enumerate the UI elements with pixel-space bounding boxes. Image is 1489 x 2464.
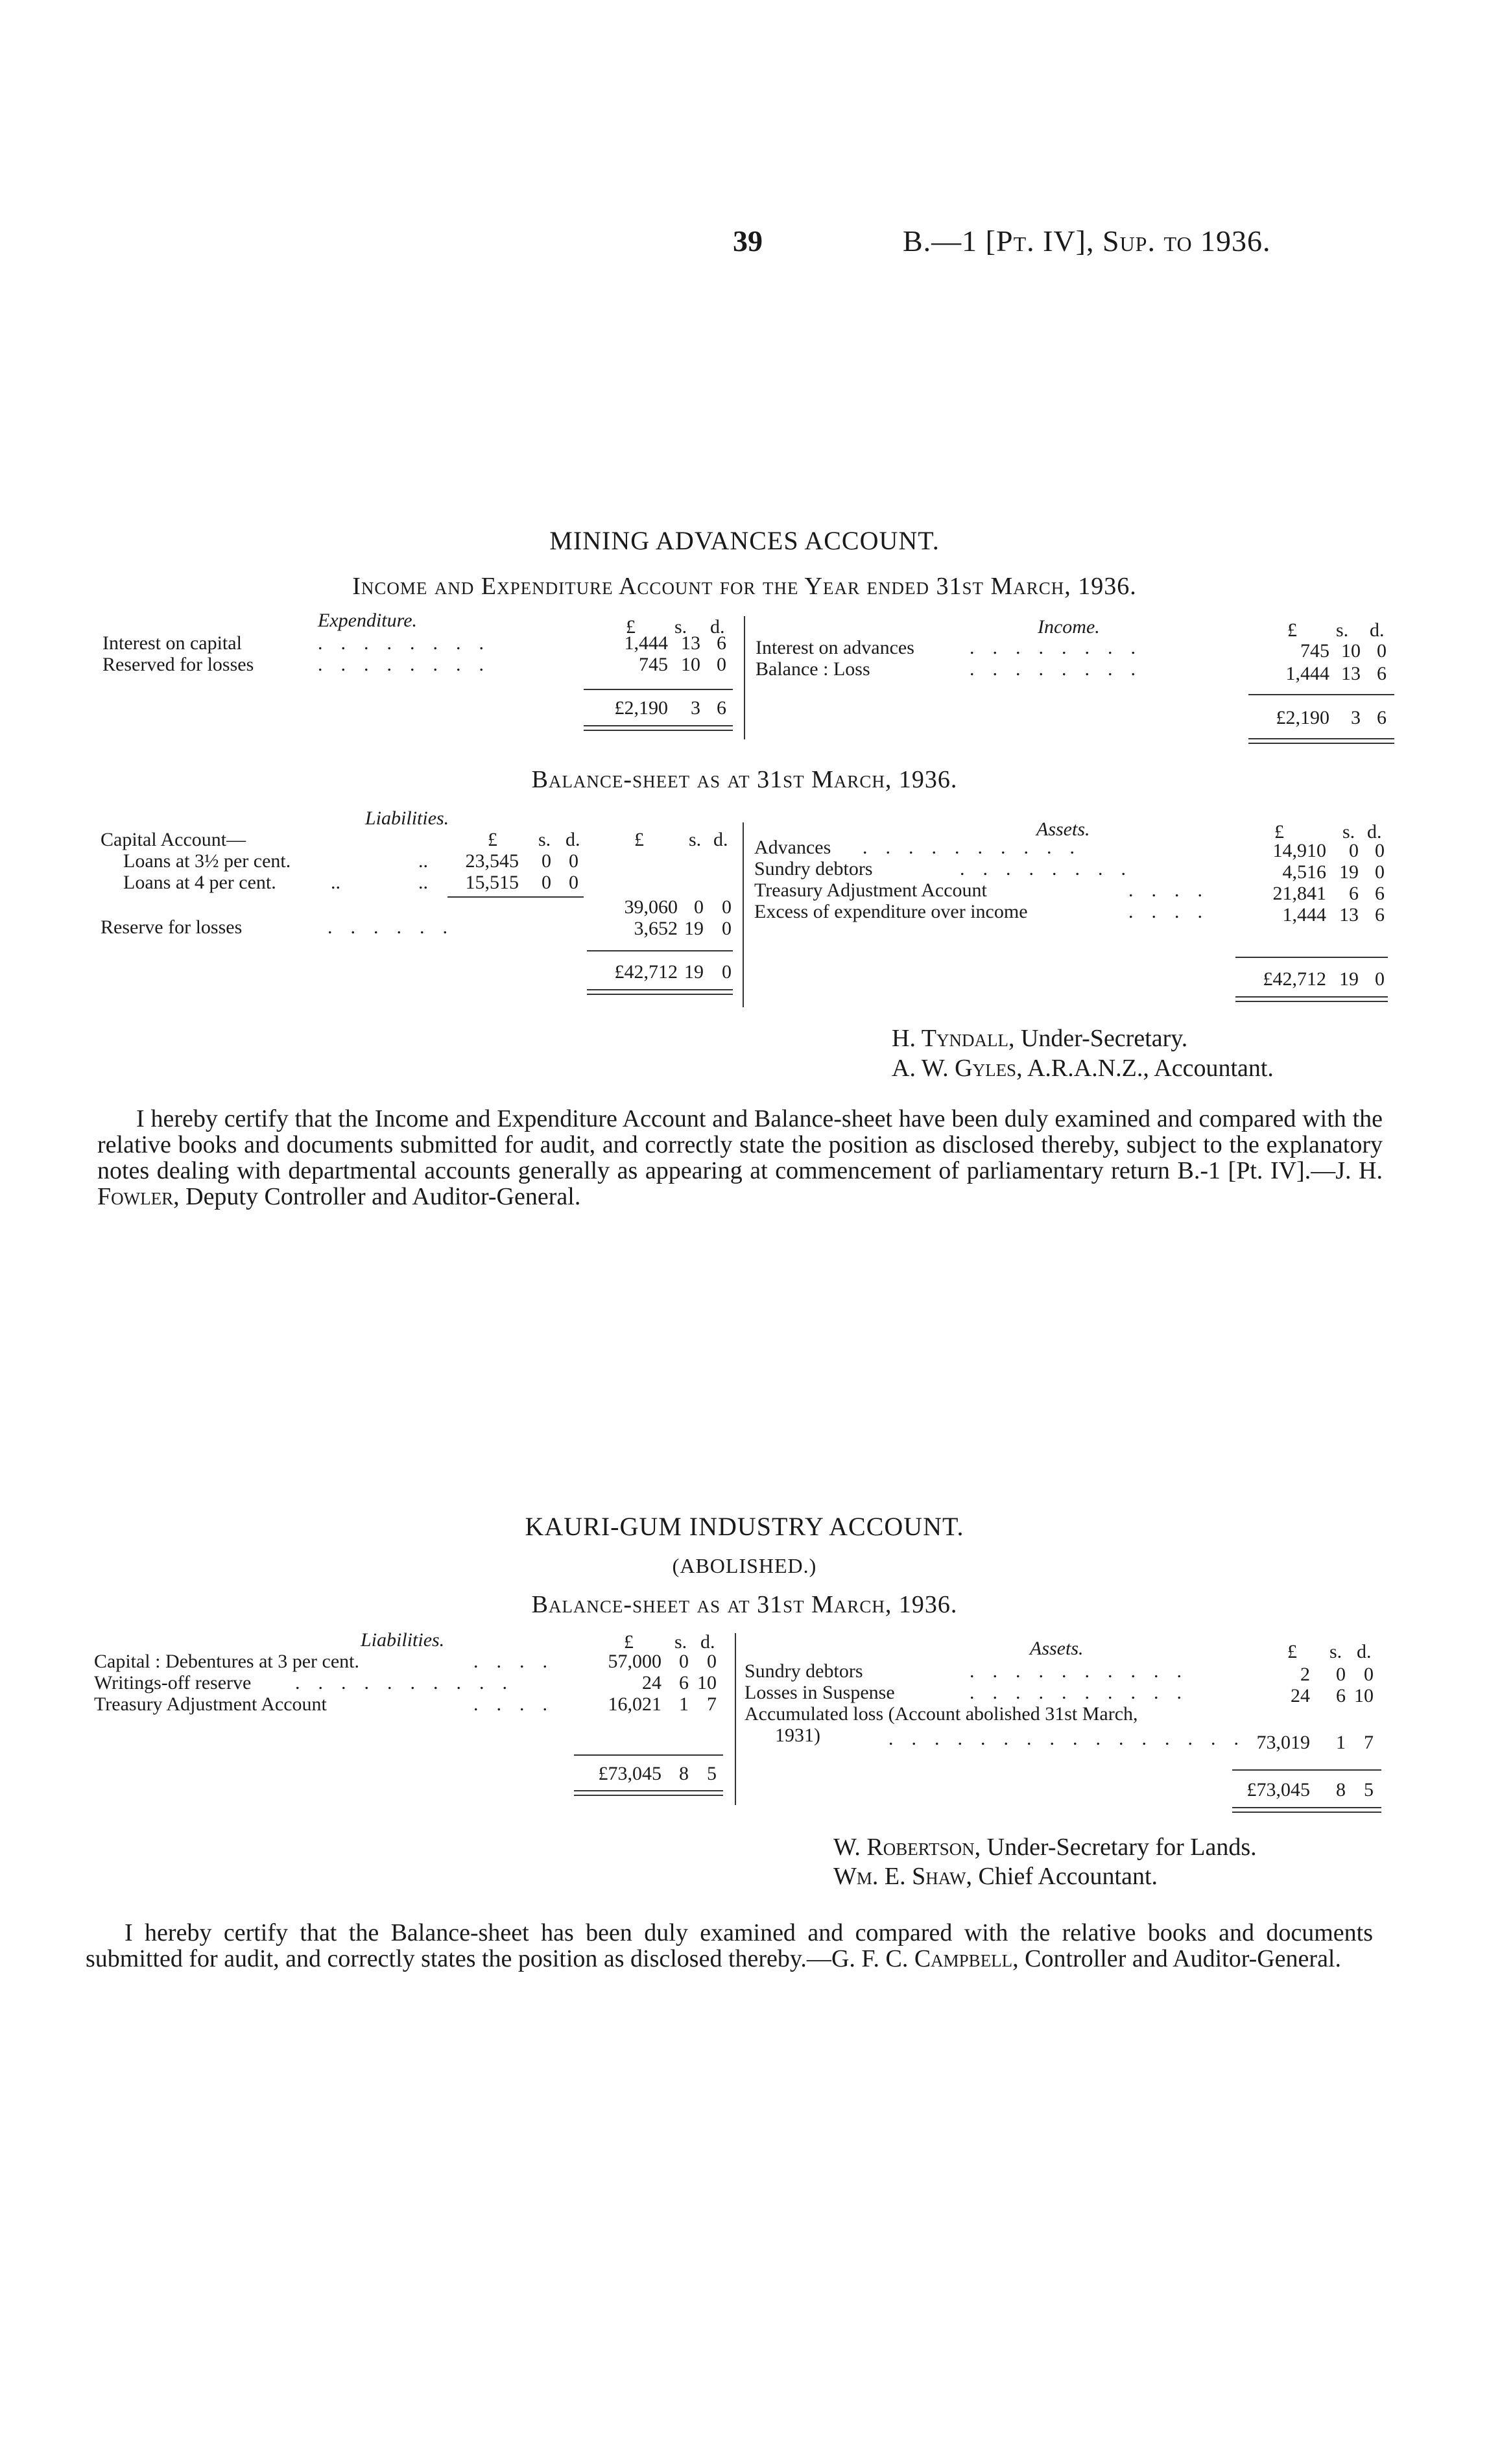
lsd-pence-header: d. <box>713 829 728 850</box>
loan-pence: 0 <box>569 872 578 893</box>
asset-shillings: 6 <box>1336 1685 1346 1706</box>
reserve-pounds: 3,652 <box>634 918 678 939</box>
assets-total-pounds: £42,712 <box>1263 968 1326 990</box>
expenditure-total-pounds: £2,190 <box>614 697 668 719</box>
assets-heading: Assets. <box>1036 819 1090 840</box>
column-divider <box>743 822 744 1007</box>
asset-pence: 0 <box>1364 1664 1374 1685</box>
reserve-shillings: 19 <box>684 918 704 939</box>
asset-shillings: 19 <box>1339 861 1359 883</box>
capital-subtotal-pence: 0 <box>722 896 732 918</box>
expenditure-label: Interest on capital <box>102 632 242 654</box>
asset-shillings: 0 <box>1349 840 1359 861</box>
lsd-pence-header: d. <box>710 616 725 638</box>
assets-total-pence: 0 <box>1375 968 1385 990</box>
liabilities-total-pence: 5 <box>707 1763 717 1784</box>
expenditure-heading: Expenditure. <box>318 610 418 631</box>
liabilities-heading: Liabilities. <box>365 807 449 829</box>
signatory-name: Wm. E. Shaw <box>833 1863 966 1890</box>
mining-ie-title: Income and Expenditure Account for the Year ended 31st March, 1936. <box>352 573 1137 600</box>
lsd-shilling-header: s. <box>674 616 687 638</box>
asset-pounds: 4,516 <box>1282 861 1326 883</box>
loan-pounds: 15,515 <box>465 872 519 893</box>
lsd-pence-header: d. <box>1370 619 1385 641</box>
asset-shillings: 6 <box>1349 883 1359 904</box>
signatory-title: , Chief Accountant. <box>966 1863 1158 1890</box>
page-number: 39 <box>733 224 763 257</box>
kauri-bs-title: Balance-sheet as at 31st March, 1936. <box>531 1591 958 1618</box>
double-rule <box>1248 738 1394 744</box>
reserve-label: Reserve for losses <box>101 916 243 938</box>
signature-line <box>833 1861 1158 1891</box>
signature-line <box>892 1053 1274 1083</box>
income-label: Interest on advances <box>756 637 914 658</box>
kauri-subtitle: (ABOLISHED.) <box>672 1554 817 1577</box>
capital-account-label: Capital Account— <box>101 829 246 850</box>
asset-pence: 6 <box>1375 883 1385 904</box>
mining-audit-certificate <box>97 1106 1383 1210</box>
signatory-title: , Under-Secretary for Lands. <box>974 1834 1257 1861</box>
asset-shillings: 1 <box>1336 1732 1346 1753</box>
asset-label: Sundry debtors <box>754 858 873 879</box>
assets-total-pounds: £73,045 <box>1246 1779 1310 1800</box>
certificate-signer-title: , Controller and Auditor-General. <box>1012 1945 1341 1972</box>
income-shillings: 13 <box>1341 663 1361 684</box>
liability-pence: 0 <box>707 1651 717 1672</box>
loan-pounds: 23,545 <box>465 850 519 872</box>
liability-shillings: 1 <box>679 1693 689 1715</box>
liability-pounds: 57,000 <box>608 1651 661 1672</box>
liability-pounds: 24 <box>642 1672 661 1693</box>
double-rule <box>1232 1807 1381 1813</box>
asset-label: Losses in Suspense <box>744 1682 895 1703</box>
loan-shillings: 0 <box>542 872 551 893</box>
liabilities-total-shillings: 19 <box>684 961 704 983</box>
column-divider <box>744 616 745 739</box>
asset-label: Excess of expenditure over income <box>754 901 1028 922</box>
signatory-title: , Under-Secretary. <box>1008 1025 1188 1052</box>
double-rule <box>584 725 733 731</box>
liability-label: Writings-off reserve <box>94 1672 252 1693</box>
mining-bs-title: Balance-sheet as at 31st March, 1936. <box>531 766 958 793</box>
income-pence: 6 <box>1377 663 1387 684</box>
lsd-pound-header: £ <box>488 829 497 850</box>
lsd-pound-header: £ <box>1287 1641 1297 1662</box>
income-shillings: 10 <box>1341 640 1361 662</box>
reserve-pence: 0 <box>722 918 732 939</box>
signature-line <box>892 1023 1187 1053</box>
lsd-pound-header: £ <box>1274 821 1284 843</box>
income-pounds: 745 <box>1300 640 1329 662</box>
expenditure-pounds: 1,444 <box>624 632 668 654</box>
lsd-shilling-header: s. <box>689 829 702 850</box>
loan-label: Loans at 3½ per cent. <box>123 850 291 872</box>
double-rule <box>587 989 733 995</box>
lsd-pence-header: d. <box>566 829 580 850</box>
asset-pounds: 14,910 <box>1272 840 1326 861</box>
asset-shillings: 13 <box>1339 904 1359 926</box>
liabilities-total-pounds: £42,712 <box>614 961 678 983</box>
asset-label: Sundry debtors <box>744 1660 863 1682</box>
lsd-pound-header: £ <box>1287 619 1297 641</box>
certificate-text: I hereby certify that the Income and Expenditure Account and Balance-sheet have been duly examined and compared with the relative books and documents submitted for audit, and correctly state the position as disclosed thereby, subject to the explanatory notes dealing with departmental accounts generally as appearing at commencement of parliamentary return B.-1 [Pt. IV].— <box>97 1105 1383 1184</box>
asset-pence: 10 <box>1354 1685 1374 1706</box>
liability-pence: 7 <box>707 1693 717 1715</box>
income-total-shillings: 3 <box>1351 707 1361 728</box>
lsd-shilling-header: s. <box>1336 619 1349 641</box>
double-rule <box>574 1790 723 1796</box>
certificate-signer: J. H. Fowler <box>97 1157 1383 1210</box>
asset-label-continued: 1931) <box>775 1725 820 1746</box>
rule <box>1232 1769 1381 1771</box>
rule <box>447 896 584 898</box>
assets-total-shillings: 8 <box>1336 1779 1346 1800</box>
assets-total-shillings: 19 <box>1339 968 1359 990</box>
assets-heading: Assets. <box>1030 1638 1084 1659</box>
expenditure-pence: 0 <box>717 654 726 675</box>
asset-label: Accumulated loss (Account abolished 31st March, <box>744 1703 1138 1725</box>
liabilities-total-pence: 0 <box>722 961 732 983</box>
asset-pounds: 73,019 <box>1256 1732 1310 1753</box>
expenditure-pounds: 745 <box>639 654 668 675</box>
liabilities-total-pounds: £73,045 <box>598 1763 661 1784</box>
document-reference: B.—1 [Pt. IV], Sup. to 1936. <box>903 224 1271 257</box>
rule <box>584 689 733 690</box>
asset-label: Treasury Adjustment Account <box>754 879 987 901</box>
capital-subtotal-shillings: 0 <box>694 896 704 918</box>
expenditure-shillings: 13 <box>681 632 700 654</box>
kauri-title: KAURI-GUM INDUSTRY ACCOUNT. <box>525 1512 964 1541</box>
signatory-title: , A.R.A.N.Z., Accountant. <box>1016 1055 1274 1082</box>
lsd-pence-header: d. <box>1357 1641 1372 1662</box>
expenditure-pence: 6 <box>717 632 726 654</box>
lsd-pound-header: £ <box>634 829 644 850</box>
loan-shillings: 0 <box>542 850 551 872</box>
asset-pounds: 2 <box>1300 1664 1310 1685</box>
double-rule <box>1235 996 1388 1002</box>
asset-pence: 0 <box>1375 861 1385 883</box>
signatory-name: A. W. Gyles <box>892 1055 1017 1082</box>
asset-shillings: 0 <box>1336 1664 1346 1685</box>
capital-subtotal-pounds: 39,060 <box>624 896 678 918</box>
income-total-pounds: £2,190 <box>1276 707 1329 728</box>
rule <box>1248 694 1394 695</box>
lsd-shilling-header: s. <box>538 829 551 850</box>
rule <box>574 1754 723 1756</box>
lsd-pence-header: d. <box>700 1631 715 1653</box>
liability-pence: 10 <box>697 1672 717 1693</box>
lsd-pence-header: d. <box>1367 821 1382 843</box>
signature-line <box>833 1832 1257 1862</box>
loan-pence: 0 <box>569 850 578 872</box>
lsd-pound-header: £ <box>624 1631 634 1653</box>
lsd-shilling-header: s. <box>674 1631 687 1653</box>
certificate-signer: G. F. C. Campbell <box>831 1945 1013 1972</box>
mining-title: MINING ADVANCES ACCOUNT. <box>549 526 940 555</box>
liability-label: Treasury Adjustment Account <box>94 1693 327 1715</box>
income-total-pence: 6 <box>1377 707 1387 728</box>
asset-pounds: 21,841 <box>1272 883 1326 904</box>
signatory-name: H. Tyndall <box>892 1025 1008 1052</box>
certificate-text: I hereby certify that the Balance-sheet has been duly examined and compared with the relative books and documents submitted for audit, and correctly states the position as disclosed thereby.— <box>86 1919 1373 1972</box>
liabilities-total-shillings: 8 <box>679 1763 689 1784</box>
liability-pounds: 16,021 <box>608 1693 661 1715</box>
asset-pounds: 1,444 <box>1282 904 1326 926</box>
signatory-name: W. Robertson <box>833 1834 975 1861</box>
asset-pence: 0 <box>1375 840 1385 861</box>
liability-label: Capital : Debentures at 3 per cent. <box>94 1651 360 1672</box>
lsd-pound-header: £ <box>626 616 636 638</box>
liability-shillings: 0 <box>679 1651 689 1672</box>
expenditure-total-pence: 6 <box>717 697 726 719</box>
asset-pence: 6 <box>1375 904 1385 926</box>
loan-label: Loans at 4 per cent. <box>123 872 276 893</box>
liabilities-heading: Liabilities. <box>361 1629 445 1651</box>
expenditure-shillings: 10 <box>681 654 700 675</box>
assets-total-pence: 5 <box>1364 1779 1374 1800</box>
income-pounds: 1,444 <box>1285 663 1329 684</box>
expenditure-label: Reserved for losses <box>102 654 254 675</box>
asset-label: Advances <box>754 837 831 858</box>
kauri-audit-certificate <box>86 1920 1373 1972</box>
asset-pounds: 24 <box>1291 1685 1310 1706</box>
lsd-shilling-header: s. <box>1329 1641 1342 1662</box>
expenditure-total-shillings: 3 <box>691 697 700 719</box>
income-pence: 0 <box>1377 640 1387 662</box>
income-heading: Income. <box>1038 616 1100 638</box>
asset-pence: 7 <box>1364 1732 1374 1753</box>
lsd-shilling-header: s. <box>1342 821 1355 843</box>
column-divider <box>735 1633 736 1805</box>
income-label: Balance : Loss <box>756 658 870 680</box>
certificate-signer-title: , Deputy Controller and Auditor-General. <box>173 1183 581 1210</box>
rule <box>1235 957 1388 958</box>
liability-shillings: 6 <box>679 1672 689 1693</box>
rule <box>587 950 733 951</box>
